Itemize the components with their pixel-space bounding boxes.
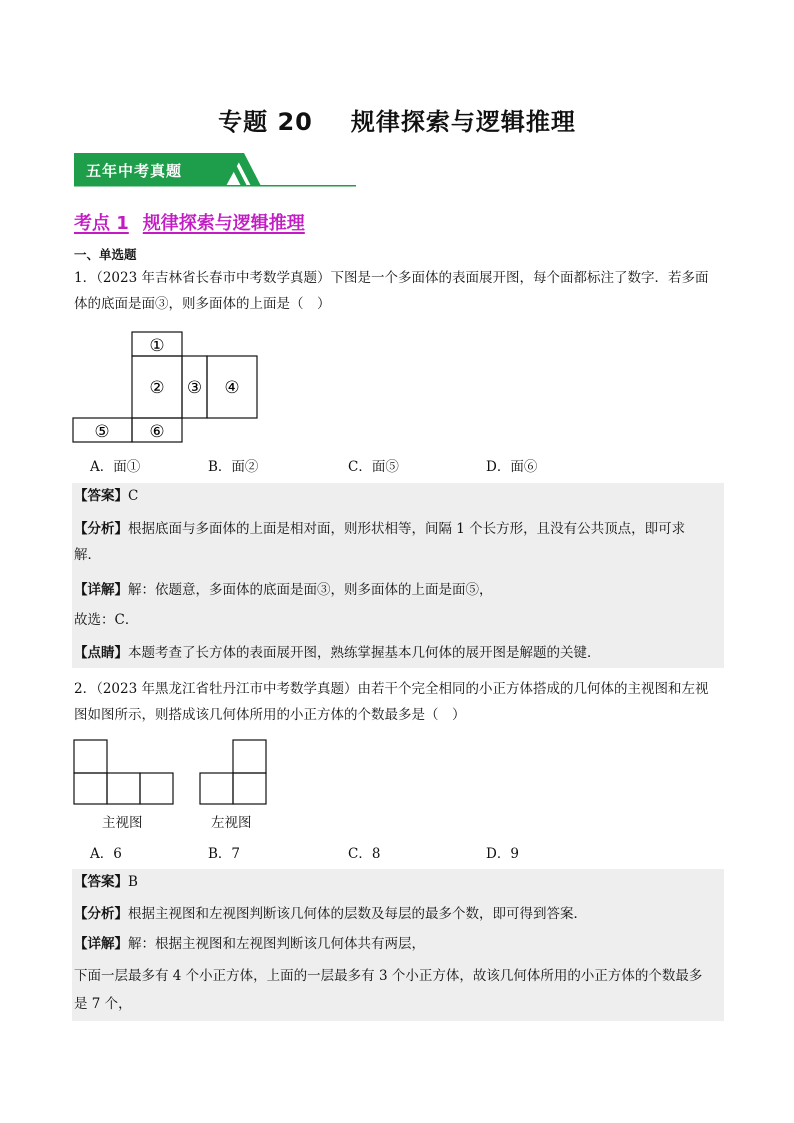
net-face-1: ① <box>149 336 165 356</box>
q2-line-2: 图如图所示，则搭成该几何体所用的小正方体的个数最多是（ ） <box>74 707 466 723</box>
net-face-2: ② <box>149 378 165 398</box>
title-text: 规律探索与逻辑推理 <box>350 108 576 136</box>
q1-analysis-cont: 解． <box>74 547 101 563</box>
q2-views-figure <box>72 738 272 808</box>
q2-stem <box>74 676 724 728</box>
q1-stem <box>74 265 724 317</box>
q1-comment: 【点睛】本题考查了长方体的表面展开图，熟练掌握基本几何体的展开图是解题的关键． <box>74 645 601 661</box>
q1-option-d[interactable]: D．面⑥ <box>486 459 538 475</box>
front-view-drawing <box>74 740 173 804</box>
q2-answer: 【答案】B <box>74 874 138 890</box>
front-view-label: 主视图 <box>102 815 143 831</box>
q2-analysis: 【分析】根据主视图和左视图判断该几何体的层数及每层的最多个数，即可得到答案． <box>74 906 587 922</box>
q2-option-d[interactable]: D．9 <box>486 846 519 862</box>
net-face-5: ⑤ <box>94 422 110 442</box>
net-face-3: ③ <box>186 378 203 398</box>
q2-line-1: 2．（2023 年黑龙江省牡丹江市中考数学真题）由若干个完全相同的小正方体搭成的几何体的主视图和左视 <box>74 681 709 697</box>
topic-heading <box>74 209 305 235</box>
topic-number: 考点 1 <box>74 213 129 234</box>
net-face-6: ⑥ <box>149 422 165 442</box>
q1-line-1: 1．（2023 年吉林省长春市中考数学真题）下图是一个多面体的表面展开图，每个面都标注了数字．若多面 <box>74 270 709 286</box>
section-title: 一、单选题 <box>74 247 137 262</box>
q1-detail-cont: 故选：C． <box>74 612 139 628</box>
title-number: 专题 20 <box>218 108 313 136</box>
q1-net-figure <box>72 330 262 444</box>
q1-solution-box <box>72 483 724 668</box>
topic-title: 规律探索与逻辑推理 <box>142 213 305 234</box>
q2-solution-box <box>72 869 724 1021</box>
q2-option-b[interactable]: B．7 <box>208 846 241 862</box>
q2-detail-cont-2: 是 7 个， <box>74 996 132 1012</box>
left-view-drawing <box>200 740 266 804</box>
q1-option-b[interactable]: B．面② <box>208 459 259 475</box>
q2-detail: 【详解】解：根据主视图和左视图判断该几何体共有两层， <box>74 936 425 952</box>
q1-answer: 【答案】C <box>74 488 139 504</box>
banner-label: 五年中考真题 <box>86 162 183 180</box>
q2-detail-cont: 下面一层最多有 4 个小正方体，上面的一层最多有 3 个小正方体，故该几何体所用的小正方体的个数最多 <box>74 968 703 984</box>
left-view-label: 左视图 <box>211 815 252 831</box>
q1-detail: 【详解】解：依题意，多面体的底面是面③，则多面体的上面是面⑤， <box>74 582 493 598</box>
q2-option-c[interactable]: C．8 <box>348 846 381 862</box>
net-face-4: ④ <box>224 378 240 398</box>
q1-analysis: 【分析】根据底面与多面体的上面是相对面，则形状相等，间隔 1 个长方形，且没有公共顶点，即可求 <box>74 521 686 537</box>
q1-line-2: 体的底面是面③，则多面体的上面是（ ） <box>74 296 331 312</box>
q1-option-a[interactable]: A．面① <box>90 459 141 475</box>
page-title <box>0 102 794 137</box>
q2-option-a[interactable]: A．6 <box>90 846 122 862</box>
q1-option-c[interactable]: C．面⑤ <box>348 459 399 475</box>
